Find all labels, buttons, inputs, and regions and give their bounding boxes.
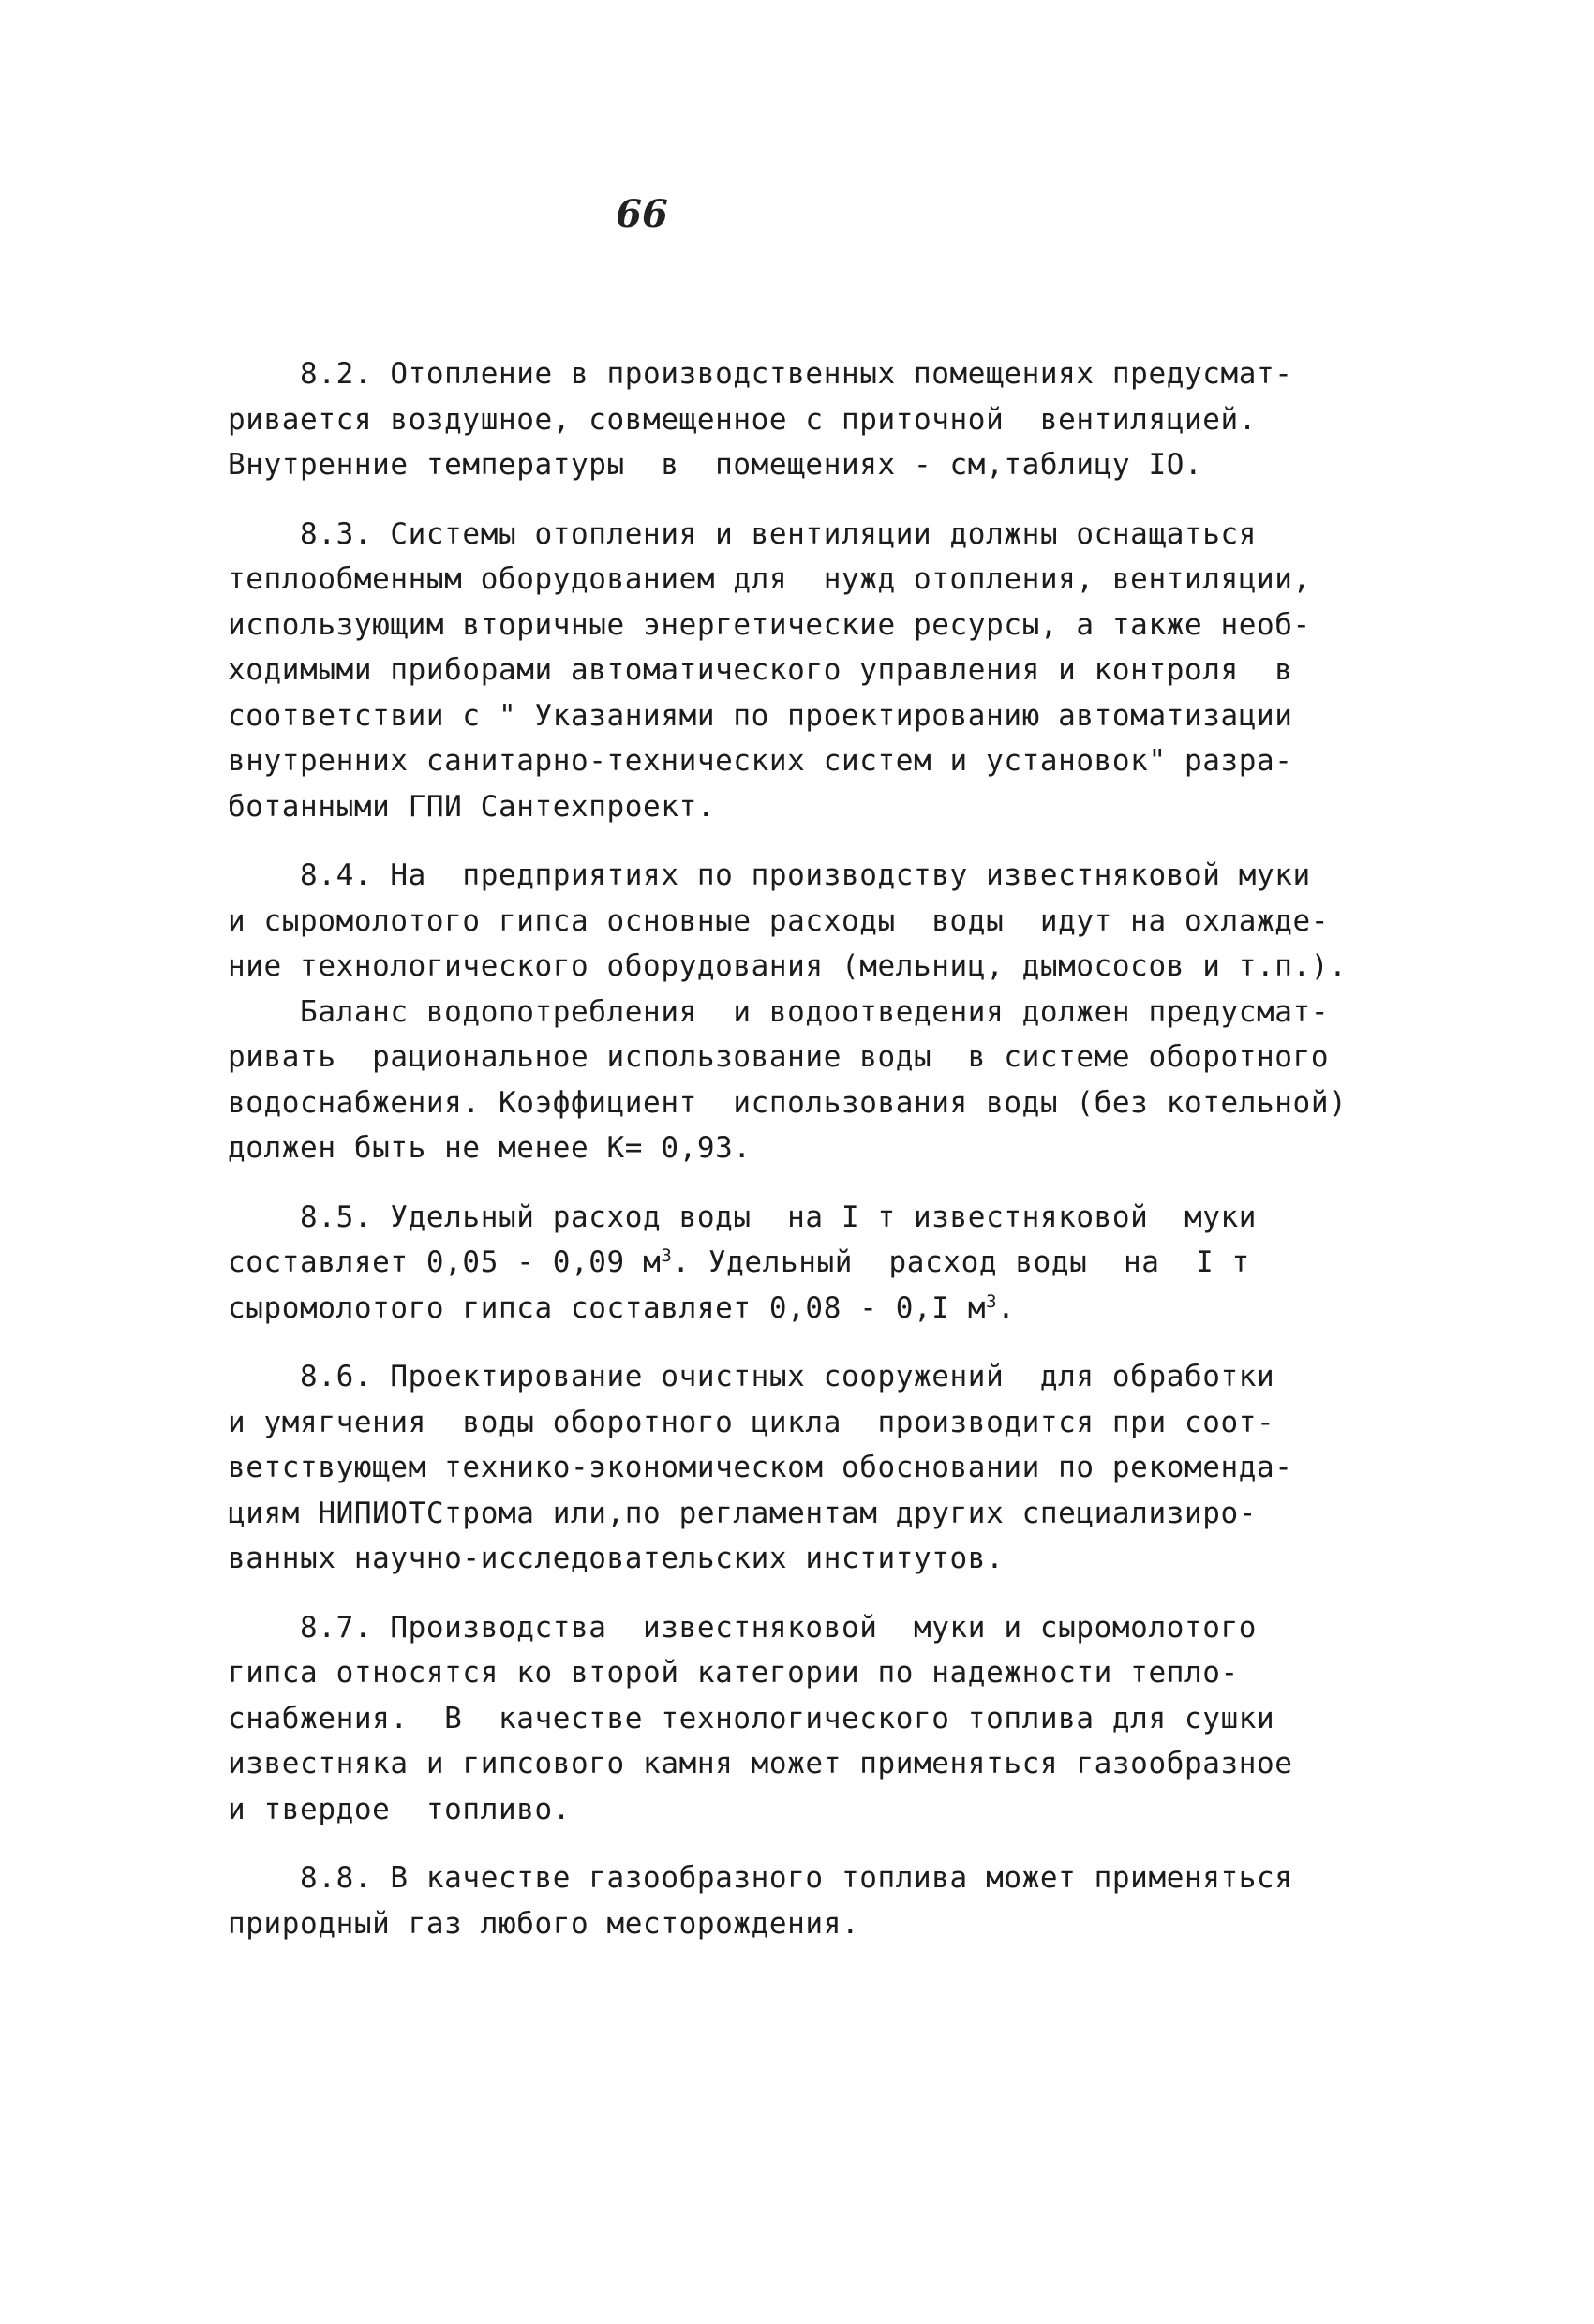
- text-line: известняка и гипсового камня может применяться газообразное: [228, 1747, 1293, 1780]
- text-line: ние технологического оборудования (мельниц, дымососов и т.п.).: [228, 949, 1348, 983]
- text-line: внутренних санитарно-технических систем и установок" разра-: [228, 744, 1293, 778]
- text-line: ветствующем технико-экономическом обосновании по рекоменда-: [228, 1451, 1293, 1484]
- text-line: водоснабжения. Коэффициент использования воды (без котельной): [228, 1085, 1348, 1120]
- paragraph-8-3: [228, 512, 1380, 830]
- text-line: составляет 0,05 - 0,09 $м^3$. Удельный расход воды на I т: [228, 1245, 1250, 1279]
- text-line: 8.6. Проектирование очистных сооружений для обработки: [228, 1360, 1275, 1393]
- text-line: соответствии с " Указаниями по проектированию автоматизации: [228, 698, 1293, 733]
- text-line: 8.4. На предприятиях по производству известняковой муки: [228, 858, 1311, 892]
- page-number: 66: [616, 192, 668, 236]
- text-line: Баланс водопотребления и водоотведения должен предусмат-: [228, 994, 1330, 1029]
- text-line: и умягчения воды оборотного цикла производится при соот-: [228, 1405, 1275, 1439]
- paragraph-8-6: [228, 1354, 1380, 1582]
- text-line: 8.2. Отопление в производственных помещениях предусмат-: [228, 357, 1293, 391]
- text-line: и сыромолотого гипса основные расходы воды идут на охлажде-: [228, 903, 1330, 938]
- paragraph-8-7: [228, 1605, 1380, 1833]
- text-line: Внутренние температуры в помещениях - см,таблицу IO.: [228, 448, 1203, 482]
- paragraph-8-2: [228, 351, 1380, 488]
- paragraph-8-5: [228, 1195, 1380, 1332]
- text-line: 8.8. В качестве газообразного топлива может применяться: [228, 1861, 1293, 1895]
- text-line: ботанными ГПИ Сантехпроект.: [228, 789, 716, 824]
- document-body: [228, 351, 1380, 1970]
- text-line: ванных научно-исследовательских институтов.: [228, 1542, 1005, 1575]
- text-line: 8.7. Производства известняковой муки и сыромолотого: [228, 1610, 1258, 1645]
- paragraph-8-8: [228, 1855, 1380, 1946]
- text-line: циям НИПИОТСтрома или,по регламентам других специализиро-: [228, 1496, 1258, 1530]
- text-line: 8.3. Системы отопления и вентиляции должны оснащаться: [228, 516, 1258, 551]
- paragraph-8-4: [228, 853, 1380, 1171]
- text-line: ривается воздушное, совмещенное с приточной вентиляцией.: [228, 402, 1258, 437]
- text-line: использующим вторичные энергетические ресурсы, а также необ-: [228, 607, 1311, 642]
- text-line: теплообменным оборудованием для нужд отопления, вентиляции,: [228, 562, 1311, 596]
- text-line: гипса относятся ко второй категории по надежности тепло-: [228, 1656, 1239, 1690]
- text-line: снабжения. В качестве технологического топлива для сушки: [228, 1701, 1275, 1736]
- text-line: должен быть не менее К= 0,93.: [228, 1131, 752, 1165]
- text-line: природный газ любого месторождения.: [228, 1906, 860, 1941]
- text-line: ривать рациональное использование воды в системе оборотного: [228, 1040, 1330, 1074]
- text-line: сыромолотого гипса составляет 0,08 - 0,I $м^3$.: [228, 1290, 1016, 1325]
- text-line: 8.5. Удельный расход воды на I т известняковой муки: [228, 1199, 1258, 1234]
- text-line: и твердое топливо.: [228, 1792, 572, 1826]
- text-line: ходимыми приборами автоматического управления и контроля в: [228, 653, 1293, 687]
